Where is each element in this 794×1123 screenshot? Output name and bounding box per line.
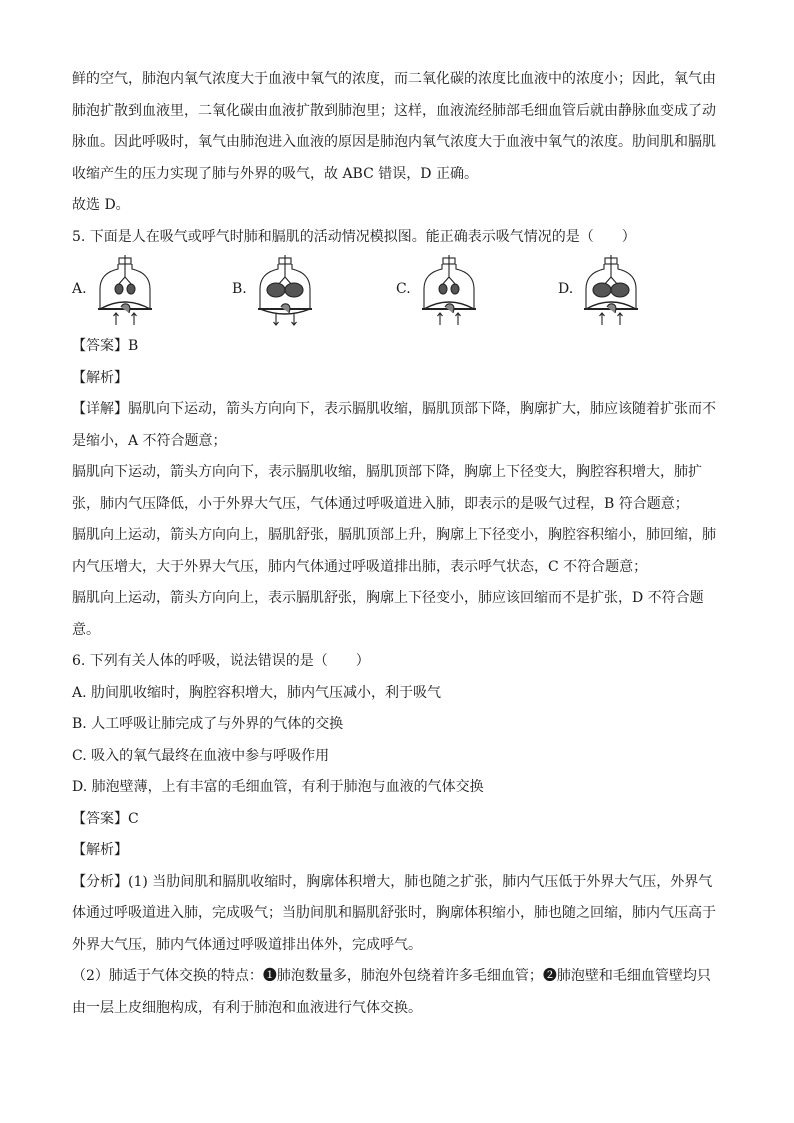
text-line: 内气压增大，大于外界大气压，肺内气体通过呼吸道排出肺，表示呼气状态，C 不符合题意； (72, 558, 648, 575)
text-line: 【分析】(1) 当肋间肌和膈肌收缩时，胸廓体积增大，肺也随之扩张，肺内气压低于外界大气压，外界气 (72, 873, 713, 890)
lung-balloon-right (611, 283, 629, 297)
force-arrow-icon (456, 313, 461, 325)
text-line: 鲜的空气，肺泡内氧气浓度大于血液中氧气的浓度，而二氧化碳的浓度比血液中的浓度小；因此，氧气由 (72, 71, 716, 87)
force-arrow-icon (292, 313, 297, 325)
force-arrow-icon (438, 313, 443, 325)
text-line: 由一层上皮细胞构成，有利于肺泡和血液进行气体交换。 (72, 999, 422, 1016)
document-page (72, 64, 722, 1024)
choice-a: A. 肋间肌收缩时，胸腔容积增大，肺内气压减小，利于吸气 (72, 684, 442, 701)
text-line: （2）肺适于气体交换的特点：❶肺泡数量多，肺泡外包绕着许多毛细血管；❷肺泡壁和毛细血管壁均只 (72, 968, 711, 984)
question-5 (72, 222, 722, 647)
force-arrow-icon (600, 313, 605, 325)
option-figures (72, 255, 722, 327)
lung-balloon-left (439, 284, 447, 294)
lung-balloon-right (127, 284, 135, 294)
question-6 (72, 646, 722, 1024)
bell-jar-model (584, 255, 638, 325)
analysis-title: 【解析】 (72, 842, 128, 858)
choice-b: B. 人工呼吸让肺完成了与外界的气体的交换 (72, 716, 344, 732)
option-label: D. (558, 281, 574, 297)
text-line: 膈肌向上运动，箭头方向向上，表示膈肌舒张，胸廓上下径变小，肺应该回缩而不是扩张，D 不符合题 (72, 590, 704, 606)
choice-d: D. 肺泡壁薄，上有丰富的毛细血管，有利于肺泡与血液的气体交换 (72, 779, 484, 795)
conclusion-line: 故选 D。 (72, 197, 130, 213)
lung-model-diagram (580, 255, 642, 327)
bell-jar-model (98, 255, 152, 325)
force-arrow-icon (132, 313, 137, 325)
lung-balloon-left (115, 284, 123, 294)
text-line: 膈肌向下运动，箭头方向向下，表示膈肌收缩，膈肌顶部下降，胸廓上下径变大，胸腔容积增大，肺扩 (72, 464, 702, 480)
force-arrow-icon (114, 313, 119, 325)
question-stem: 5. 下面是人在吸气或呼气时肺和膈肌的活动情况模拟图。能正确表示吸气情况的是（ ） (72, 228, 636, 245)
lung-balloon-right (285, 283, 303, 297)
bell-jar-model (422, 255, 476, 325)
text-line: 外界大气压，肺内气体通过呼吸道排出体外，完成呼气。 (72, 936, 422, 953)
text-line: 意。 (72, 621, 100, 638)
text-line: 收缩产生的压力实现了肺与外界的吸气，故 ABC 错误，D 正确。 (72, 165, 478, 182)
lung-model-diagram (418, 255, 480, 327)
question-stem: 6. 下列有关人体的呼吸，说法错误的是（ ） (72, 653, 370, 669)
option-label: A. (72, 281, 87, 297)
text-line: 膈肌向上运动，箭头方向向上，膈肌舒张，膈肌顶部上升，胸廓上下径变小，胸腔容积缩小，肺回缩，肺 (72, 527, 716, 543)
lung-balloon-left (593, 283, 611, 297)
analysis-title: 【解析】 (72, 369, 128, 386)
force-arrow-icon (274, 313, 279, 325)
analysis-paragraph (72, 867, 722, 1025)
text-line: 脉血。因此呼吸时，氧气由肺泡进入血液的原因是肺泡内氧气浓度大于血液中氧气的浓度。肋间肌和膈肌 (72, 134, 716, 150)
bell-jar-model (258, 255, 312, 325)
intro-paragraph (72, 64, 722, 222)
lung-model-diagram (94, 255, 156, 327)
text-line: 肺泡扩散到血液里，二氧化碳由血液扩散到肺泡里；这样，血液流经肺部毛细血管后就由静脉血变成了动 (72, 102, 716, 119)
option-label: B. (232, 281, 247, 297)
force-arrow-icon (618, 313, 623, 325)
option-label: C. (396, 281, 411, 297)
choice-c: C. 吸入的氧气最终在血液中参与呼吸作用 (72, 747, 330, 764)
text-line: 张，肺内气压降低，小于外界大气压，气体通过呼吸道进入肺，即表示的是吸气过程，B 符合题意； (72, 495, 689, 512)
lung-model-diagram (254, 255, 316, 327)
text-line: 体通过呼吸道进入肺，完成吸气；当肋间肌和膈肌舒张时，胸廓体积缩小，肺也随之回缩，肺内气压高于 (72, 905, 716, 921)
detail-paragraph (72, 394, 722, 646)
text-line: 【详解】膈肌向下运动，箭头方向向下，表示膈肌收缩，膈肌顶部下降，胸廓扩大，肺应该随着扩张而不 (72, 401, 716, 417)
answer-label: 【答案】B (72, 338, 139, 354)
lung-balloon-right (451, 284, 459, 294)
answer-label: 【答案】C (72, 810, 139, 827)
lung-balloon-left (267, 283, 285, 297)
text-line: 是缩小，A 不符合题意； (72, 432, 227, 449)
